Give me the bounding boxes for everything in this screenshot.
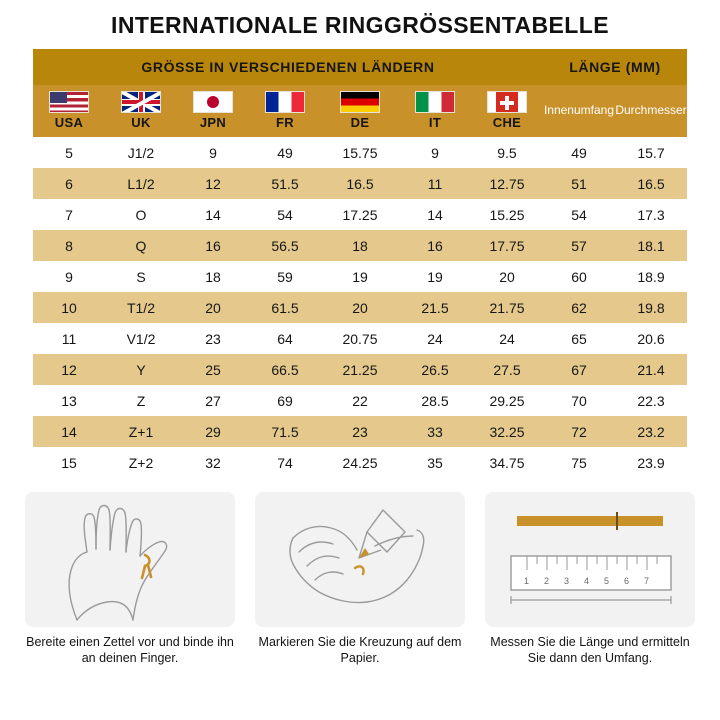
hand-with-string-icon [25,492,235,627]
svg-text:3: 3 [564,576,570,586]
cell-jpn: 23 [177,323,249,354]
cell-innenumfang: 72 [543,416,615,447]
table-row [33,416,687,447]
cell-durchmesser: 16.5 [615,168,687,199]
cell-uk: Z+1 [105,416,177,447]
cell-it: 28.5 [399,385,471,416]
cell-uk: O [105,199,177,230]
cell-de: 17.25 [321,199,399,230]
ruler-measure-icon [485,492,695,627]
cell-usa: 13 [33,385,105,416]
step-1-caption: Bereite einen Zettel vor und binde ihn an deinen Finger. [26,635,234,665]
table-row [33,137,687,168]
cell-it: 14 [399,199,471,230]
cell-durchmesser: 21.4 [615,354,687,385]
flag-fr-icon [265,91,305,113]
cell-jpn: 12 [177,168,249,199]
cell-innenumfang: 62 [543,292,615,323]
cell-de: 21.25 [321,354,399,385]
cell-usa: 15 [33,447,105,478]
cell-de: 22 [321,385,399,416]
cell-durchmesser: 23.2 [615,416,687,447]
cell-fr: 74 [249,447,321,478]
table-row [33,199,687,230]
svg-text:7: 7 [644,576,650,586]
cell-che: 21.75 [471,292,543,323]
cell-uk: J1/2 [105,137,177,168]
cell-jpn: 25 [177,354,249,385]
table-row [33,447,687,478]
cell-it: 33 [399,416,471,447]
ruler-illustration [485,492,695,627]
flag-usa-icon [49,91,89,113]
cell-fr: 69 [249,385,321,416]
column-header-usa: USA [33,85,105,137]
cell-fr: 71.5 [249,416,321,447]
column-header-fr: FR [249,85,321,137]
cell-che: 20 [471,261,543,292]
cell-it: 21.5 [399,292,471,323]
cell-che: 12.75 [471,168,543,199]
cell-che: 27.5 [471,354,543,385]
hand-marking-pen-icon [255,492,465,627]
cell-fr: 59 [249,261,321,292]
table-group-header-row [33,49,687,85]
cell-jpn: 14 [177,199,249,230]
flag-uk-icon [121,91,161,113]
cell-uk: Z+2 [105,447,177,478]
cell-jpn: 20 [177,292,249,323]
cell-innenumfang: 54 [543,199,615,230]
cell-de: 19 [321,261,399,292]
cell-fr: 49 [249,137,321,168]
column-header-jpn: JPN [177,85,249,137]
column-header-durchmesser: Durchmesser [615,85,687,137]
cell-it: 24 [399,323,471,354]
cell-uk: S [105,261,177,292]
cell-jpn: 29 [177,416,249,447]
cell-de: 15.75 [321,137,399,168]
cell-de: 23 [321,416,399,447]
cell-jpn: 27 [177,385,249,416]
cell-innenumfang: 70 [543,385,615,416]
cell-de: 20.75 [321,323,399,354]
cell-innenumfang: 75 [543,447,615,478]
svg-text:6: 6 [624,576,630,586]
cell-innenumfang: 65 [543,323,615,354]
cell-it: 9 [399,137,471,168]
cell-fr: 66.5 [249,354,321,385]
cell-usa: 5 [33,137,105,168]
cell-fr: 56.5 [249,230,321,261]
cell-durchmesser: 23.9 [615,447,687,478]
table-row [33,385,687,416]
cell-de: 18 [321,230,399,261]
header-sizes-group: GRÖSSE IN VERSCHIEDENEN LÄNDERN [33,49,543,85]
cell-che: 34.75 [471,447,543,478]
cell-it: 11 [399,168,471,199]
cell-uk: T1/2 [105,292,177,323]
cell-fr: 54 [249,199,321,230]
svg-text:1: 1 [524,576,530,586]
cell-usa: 7 [33,199,105,230]
step-3 [485,492,695,666]
cell-durchmesser: 17.3 [615,199,687,230]
cell-durchmesser: 22.3 [615,385,687,416]
cell-che: 32.25 [471,416,543,447]
column-header-innenumfang: Innenumfang [543,85,615,137]
header-length-group: LÄNGE (MM) [543,49,687,85]
cell-de: 16.5 [321,168,399,199]
cell-usa: 9 [33,261,105,292]
column-header-che: CHE [471,85,543,137]
cell-it: 26.5 [399,354,471,385]
flag-che-icon [487,91,527,113]
column-header-uk: UK [105,85,177,137]
cell-it: 19 [399,261,471,292]
cell-usa: 10 [33,292,105,323]
flag-it-icon [415,91,455,113]
cell-innenumfang: 67 [543,354,615,385]
cell-che: 24 [471,323,543,354]
cell-usa: 8 [33,230,105,261]
hand-with-string-illustration [25,492,235,627]
table-row [33,292,687,323]
cell-innenumfang: 60 [543,261,615,292]
cell-it: 16 [399,230,471,261]
page-title: INTERNATIONALE RINGGRÖSSENTABELLE [111,12,609,38]
cell-innenumfang: 49 [543,137,615,168]
cell-che: 15.25 [471,199,543,230]
step-1 [25,492,235,666]
cell-che: 29.25 [471,385,543,416]
column-header-it: IT [399,85,471,137]
cell-fr: 61.5 [249,292,321,323]
step-2-caption: Markieren Sie die Kreuzung auf dem Papier. [258,635,462,665]
cell-durchmesser: 18.9 [615,261,687,292]
column-header-de: DE [321,85,399,137]
table-row [33,168,687,199]
cell-fr: 64 [249,323,321,354]
flag-de-icon [340,91,380,113]
cell-fr: 51.5 [249,168,321,199]
table-row [33,230,687,261]
cell-de: 24.25 [321,447,399,478]
cell-usa: 6 [33,168,105,199]
cell-durchmesser: 20.6 [615,323,687,354]
flag-jpn-icon [193,91,233,113]
cell-uk: V1/2 [105,323,177,354]
cell-usa: 11 [33,323,105,354]
cell-jpn: 16 [177,230,249,261]
instruction-steps [0,492,720,666]
step-2 [255,492,465,666]
table-row [33,354,687,385]
cell-jpn: 32 [177,447,249,478]
cell-jpn: 18 [177,261,249,292]
cell-innenumfang: 57 [543,230,615,261]
cell-uk: Z [105,385,177,416]
cell-che: 9.5 [471,137,543,168]
cell-durchmesser: 15.7 [615,137,687,168]
cell-uk: Q [105,230,177,261]
cell-usa: 12 [33,354,105,385]
cell-che: 17.75 [471,230,543,261]
cell-innenumfang: 51 [543,168,615,199]
cell-it: 35 [399,447,471,478]
cell-jpn: 9 [177,137,249,168]
svg-text:2: 2 [544,576,550,586]
cell-durchmesser: 18.1 [615,230,687,261]
cell-uk: L1/2 [105,168,177,199]
cell-de: 20 [321,292,399,323]
cell-uk: Y [105,354,177,385]
table-row [33,323,687,354]
cell-usa: 14 [33,416,105,447]
step-3-caption: Messen Sie die Länge und ermitteln Sie dann den Umfang. [490,635,690,665]
svg-text:4: 4 [584,576,590,586]
cell-durchmesser: 19.8 [615,292,687,323]
table-row [33,261,687,292]
hand-marking-illustration [255,492,465,627]
svg-text:5: 5 [604,576,610,586]
table-country-header-row [33,85,687,137]
ring-size-table [33,49,687,478]
